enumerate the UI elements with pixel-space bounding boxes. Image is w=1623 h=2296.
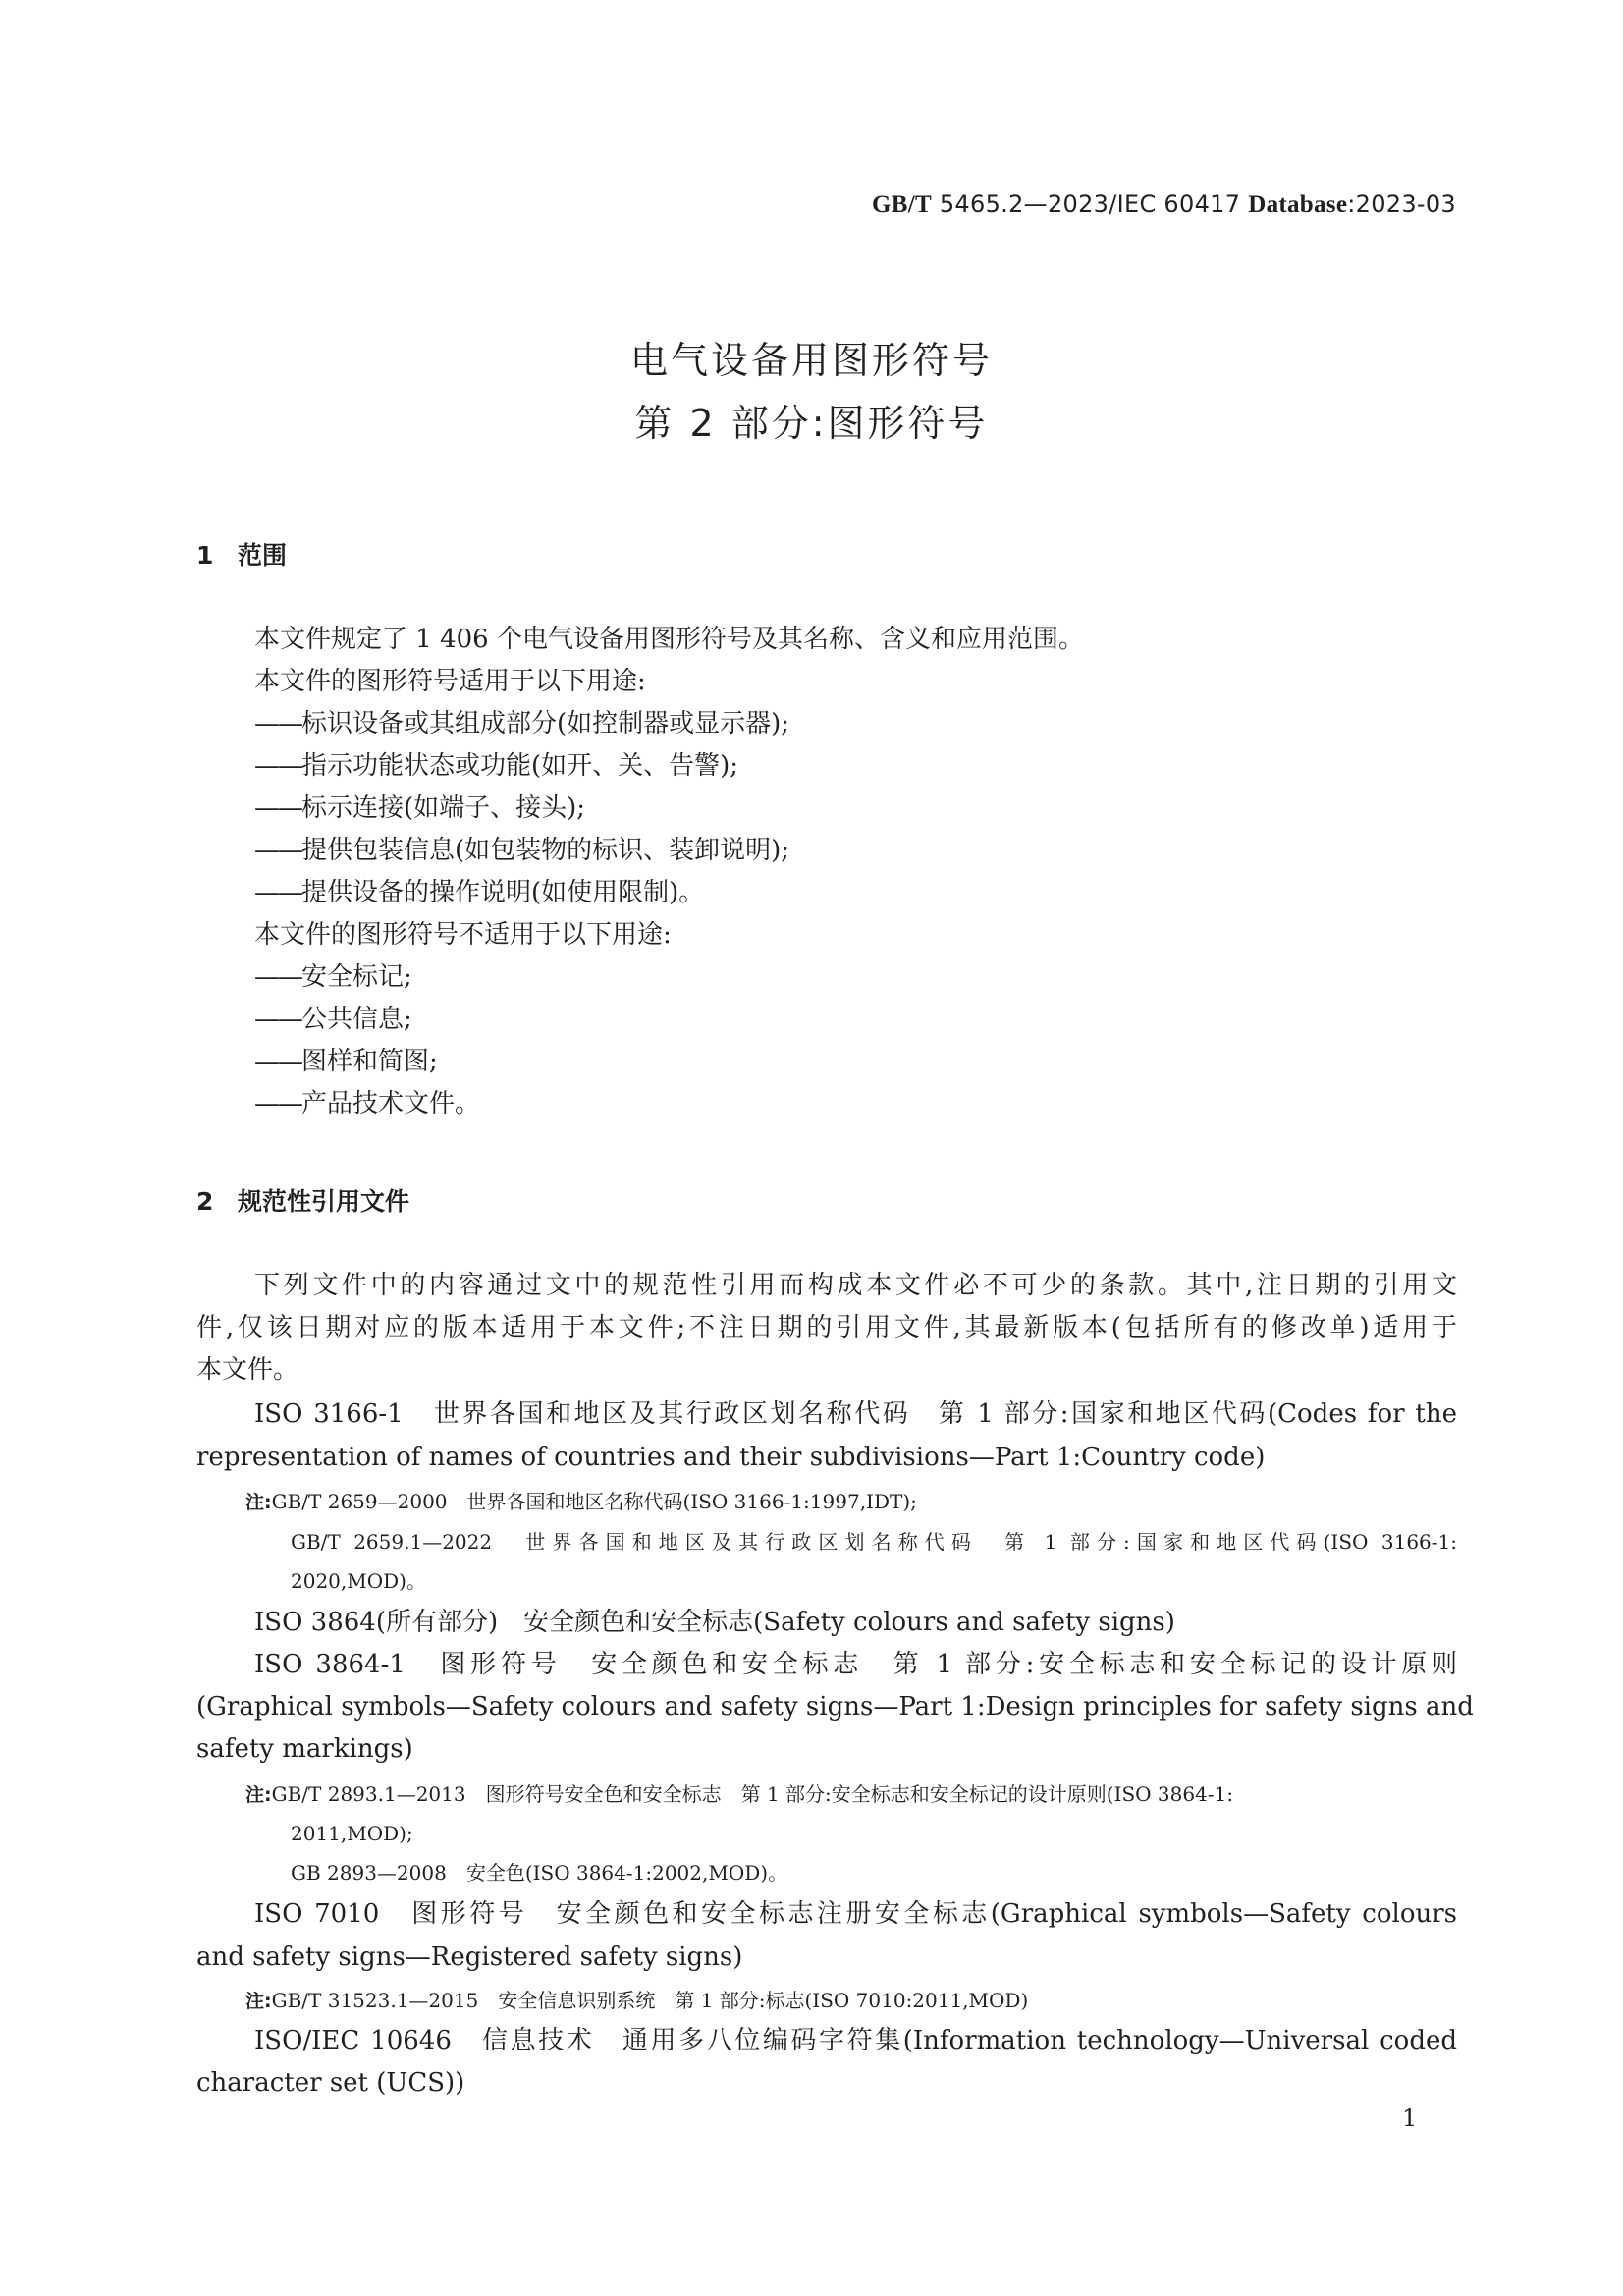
paragraph: 本文件规定了 1 406 个电气设备用图形符号及其名称、含义和应用范围。 [254, 625, 1084, 654]
reference-entry-cont: character set (UCS)) [196, 2068, 465, 2098]
section-heading-scope [196, 536, 287, 572]
section-title: 范围 [238, 541, 288, 570]
note-line: GB/T 2659.1—2022 世界各国和地区及其行政区划名称代码 第 1 部分:国家和地区代码(ISO 3166-1: [291, 1530, 1457, 1554]
list-item [254, 793, 585, 823]
header-database-label: Database [1248, 191, 1348, 218]
document-title: 电气设备用图形符号 [629, 339, 993, 382]
list-item [254, 709, 789, 738]
note-line: GB 2893—2008 安全色(ISO 3864-1:2002,MOD)。 [291, 1861, 788, 1885]
reference-entry-cont: safety markings) [196, 1734, 413, 1764]
list-item [254, 878, 704, 907]
list-item-text: 标识设备或其组成部分(如控制器或显示器); [301, 709, 790, 738]
header-standard-number: 5465.2—2023/IEC 60417 [931, 191, 1249, 218]
reference-entry-cont: representation of names of countries and their subdivisions—Part 1:Country code) [196, 1443, 1266, 1472]
list-item [254, 962, 412, 992]
note-text: GB/T 31523.1—2015 安全信息识别系统 第 1 部分:标志(ISO 7010:2011,MOD) [271, 1989, 1029, 2012]
list-item-text: 产品技术文件。 [301, 1089, 481, 1119]
reference-entry: ISO 3166-1 世界各国和地区及其行政区划名称代码 第 1 部分:国家和地区代码(Codes for the [254, 1399, 1457, 1429]
reference-entry: ISO 3864-1 图形符号 安全颜色和安全标志 第 1 部分:安全标志和安全标记的设计原则 [254, 1650, 1457, 1679]
note-label: 注: [245, 1991, 272, 2012]
list-item-text: 公共信息; [301, 1005, 412, 1034]
list-item-text: 安全标记; [301, 962, 412, 992]
note-line: 2011,MOD); [291, 1822, 413, 1845]
note-label: 注: [245, 1784, 272, 1806]
header-standard-prefix: GB/T [871, 191, 932, 218]
list-item-text: 提供设备的操作说明(如使用限制)。 [301, 878, 705, 907]
section-number: 1 [196, 541, 214, 570]
note-line: 2020,MOD)。 [291, 1569, 426, 1593]
header-database-date: :2023-03 [1347, 191, 1456, 218]
section-heading-normative-references [196, 1182, 409, 1218]
section-number: 2 [196, 1187, 214, 1216]
document-subtitle: 第 2 部分:图形符号 [634, 402, 989, 445]
paragraph: 本文件的图形符号适用于以下用途: [254, 667, 646, 696]
page-number: 1 [1402, 2105, 1418, 2132]
reference-entry-cont: (Graphical symbols—Safety colours and safety signs—Part 1:Design principles for safety signs and [196, 1692, 1474, 1722]
reference-entry: ISO/IEC 10646 信息技术 通用多八位编码字符集(Information technology—Universal coded [254, 2026, 1457, 2055]
paragraph-line: 下列文件中的内容通过文中的规范性引用而构成本文件必不可少的条款。其中,注日期的引用文 [254, 1271, 1457, 1300]
list-item [254, 751, 738, 781]
list-item-text: 图样和简图; [301, 1047, 438, 1076]
paragraph-line: 件,仅该日期对应的版本适用于本文件;不注日期的引用文件,其最新版本(包括所有的修改单)适用于 [196, 1313, 1457, 1342]
note-label: 注: [245, 1492, 272, 1513]
list-item [254, 836, 789, 865]
list-item-text: 标示连接(如端子、接头); [301, 793, 586, 823]
list-item-text: 指示功能状态或功能(如开、关、告警); [301, 751, 739, 781]
reference-entry: ISO 3864(所有部分) 安全颜色和安全标志(Safety colours and safety signs) [254, 1608, 1175, 1637]
note [245, 1489, 917, 1515]
note-text: GB/T 2659—2000 世界各国和地区名称代码(ISO 3166-1:1997,IDT); [271, 1490, 917, 1513]
note-text: GB/T 2893.1—2013 图形符号安全色和安全标志 第 1 部分:安全标志和安全标记的设计原则(ISO 3864-1: [271, 1782, 1234, 1806]
paragraph-line: 本文件。 [196, 1355, 299, 1385]
document-header [872, 191, 1456, 219]
section-title: 规范性引用文件 [238, 1187, 410, 1216]
list-item [254, 1089, 480, 1119]
note [245, 1988, 1028, 2014]
reference-entry-cont: and safety signs—Registered safety signs) [196, 1942, 743, 1972]
list-item-text: 提供包装信息(如包装物的标识、装卸说明); [301, 836, 790, 865]
reference-entry: ISO 7010 图形符号 安全颜色和安全标志注册安全标志(Graphical symbols—Safety colours [254, 1899, 1457, 1929]
list-item [254, 1047, 438, 1076]
list-item [254, 1005, 412, 1034]
paragraph: 本文件的图形符号不适用于以下用途: [254, 920, 672, 950]
note [245, 1781, 1233, 1808]
